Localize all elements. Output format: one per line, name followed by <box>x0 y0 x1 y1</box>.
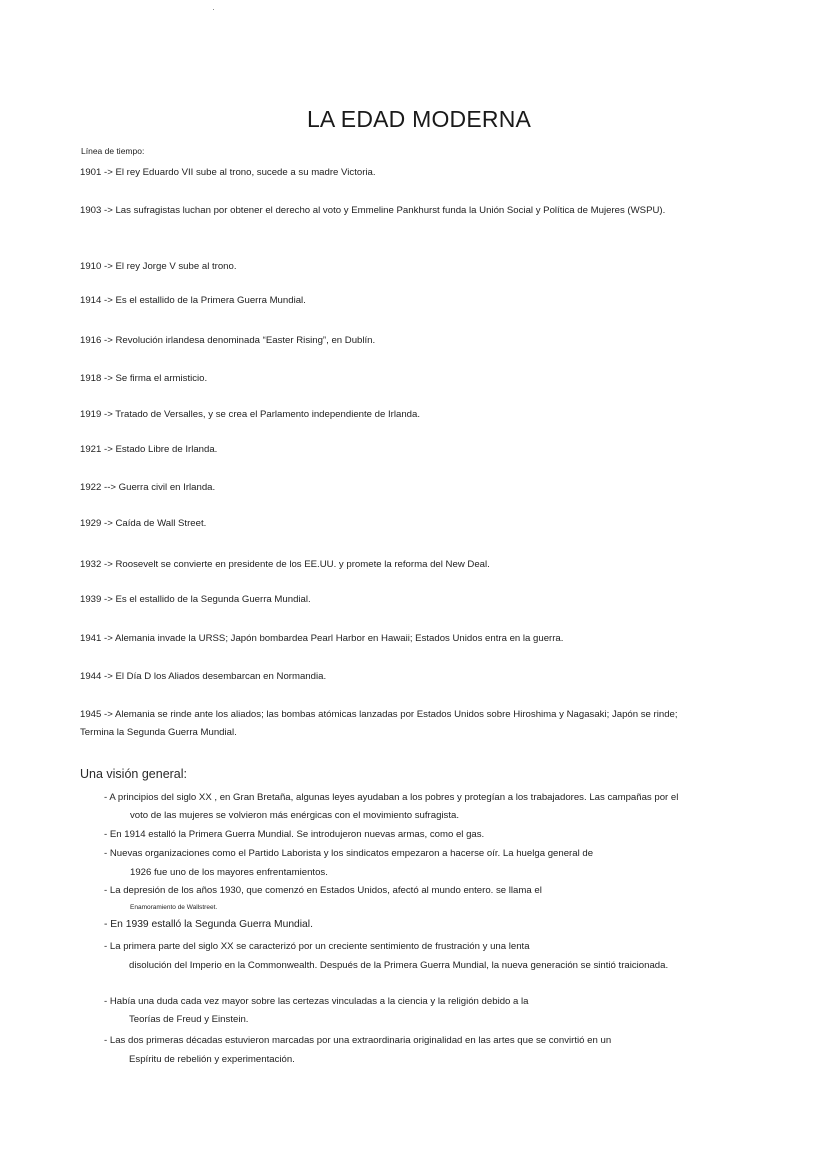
overview-bullet-text: - Nuevas organizaciones como el Partido Laborista y los sindicatos empezaron a hacerse oír. La huelga general de <box>104 848 594 859</box>
timeline-entry-1914: 1914 -> Es el estallido de la Primera Guerra Mundial. <box>80 295 306 306</box>
overview-bullet-continuation: Teorías de Freud y Einstein. <box>129 1014 249 1025</box>
overview-bullet-text: - Las dos primeras décadas estuvieron marcadas por una extraordinaria originalidad en las artes que se convirtió en un <box>104 1035 612 1046</box>
overview-bullet-continuation: voto de las mujeres se volvieron más enérgicas con el movimiento sufragista. <box>130 810 460 821</box>
overview-bullet-text: - En 1914 estalló la Primera Guerra Mundial. Se introdujeron nuevas armas, como el gas. <box>104 829 485 840</box>
timeline-entry-1944: 1944 -> El Día D los Aliados desembarcan en Normandia. <box>80 671 327 682</box>
overview-bullet-text: - Había una duda cada vez mayor sobre las certezas vinculadas a la ciencia y la religión debido a la <box>104 996 529 1007</box>
timeline-entry-1916: 1916 -> Revolución irlandesa denominada “Easter Rising”, en Dublín. <box>80 335 376 346</box>
timeline-entry-1910: 1910 -> El rey Jorge V sube al trono. <box>80 261 237 272</box>
timeline-entry-1921: 1921 -> Estado Libre de Irlanda. <box>80 444 218 455</box>
overview-bullet-continuation: disolución del Imperio en la Commonwealth. Después de la Primera Guerra Mundial, la nueva generación se sintió traicionada. <box>129 960 669 971</box>
timeline-entry-1945-line2: Termina la Segunda Guerra Mundial. <box>80 727 237 738</box>
overview-bullet-text: - La primera parte del siglo XX se caracterizó por un creciente sentimiento de frustración y una lenta <box>104 941 530 952</box>
timeline-entry-1901: 1901 -> El rey Eduardo VII sube al trono, sucede a su madre Victoria. <box>80 167 376 178</box>
timeline-entry-1919: 1919 -> Tratado de Versalles, y se crea el Parlamento independiente de Irlanda. <box>80 409 420 420</box>
timeline-entry-1903: 1903 -> Las sufragistas luchan por obtener el derecho al voto y Emmeline Pankhurst funda la Unión Social y Política de Mujeres (WSPU). <box>80 205 666 216</box>
timeline-entry-1939: 1939 -> Es el estallido de la Segunda Guerra Mundial. <box>80 594 311 605</box>
timeline-entry-1918: 1918 -> Se firma el armisticio. <box>80 373 208 384</box>
timeline-entry-1945-line1: 1945 -> Alemania se rinde ante los aliados; las bombas atómicas lanzadas por Estados Unidos sobre Hiroshima y Nagasaki; Japón se rinde; <box>80 709 678 720</box>
overview-heading: Una visión general: <box>80 767 188 781</box>
overview-bullet-text: - La depresión de los años 1930, que comenzó en Estados Unidos, afectó al mundo entero. se llama el <box>104 885 542 896</box>
overview-bullet-text: - En 1939 estalló la Segunda Guerra Mundial. <box>104 919 313 930</box>
overview-bullet-continuation: Espíritu de rebelión y experimentación. <box>129 1054 295 1065</box>
timeline-entry-1929: 1929 -> Caída de Wall Street. <box>80 518 207 529</box>
timeline-entry-1932: 1932 -> Roosevelt se convierte en presidente de los EE.UU. y promete la reforma del New Deal. <box>80 559 490 570</box>
timeline-label: Línea de tiempo: <box>81 146 145 156</box>
overview-bullet-continuation: 1926 fue uno de los mayores enfrentamientos. <box>130 867 328 878</box>
page-mark: · <box>212 4 215 14</box>
overview-bullet-text: - A principios del siglo XX , en Gran Bretaña, algunas leyes ayudaban a los pobres y protegían a los trabajadores. Las campañas por el <box>104 792 679 803</box>
overview-bullet-continuation: Enamoramiento de Wallstreet. <box>130 904 218 911</box>
timeline-entry-1941: 1941 -> Alemania invade la URSS; Japón bombardea Pearl Harbor en Hawaii; Estados Unidos entra en la guerra. <box>80 633 564 644</box>
page-title: LA EDAD MODERNA <box>306 106 532 132</box>
timeline-entry-1922: 1922 --> Guerra civil en Irlanda. <box>80 482 216 493</box>
